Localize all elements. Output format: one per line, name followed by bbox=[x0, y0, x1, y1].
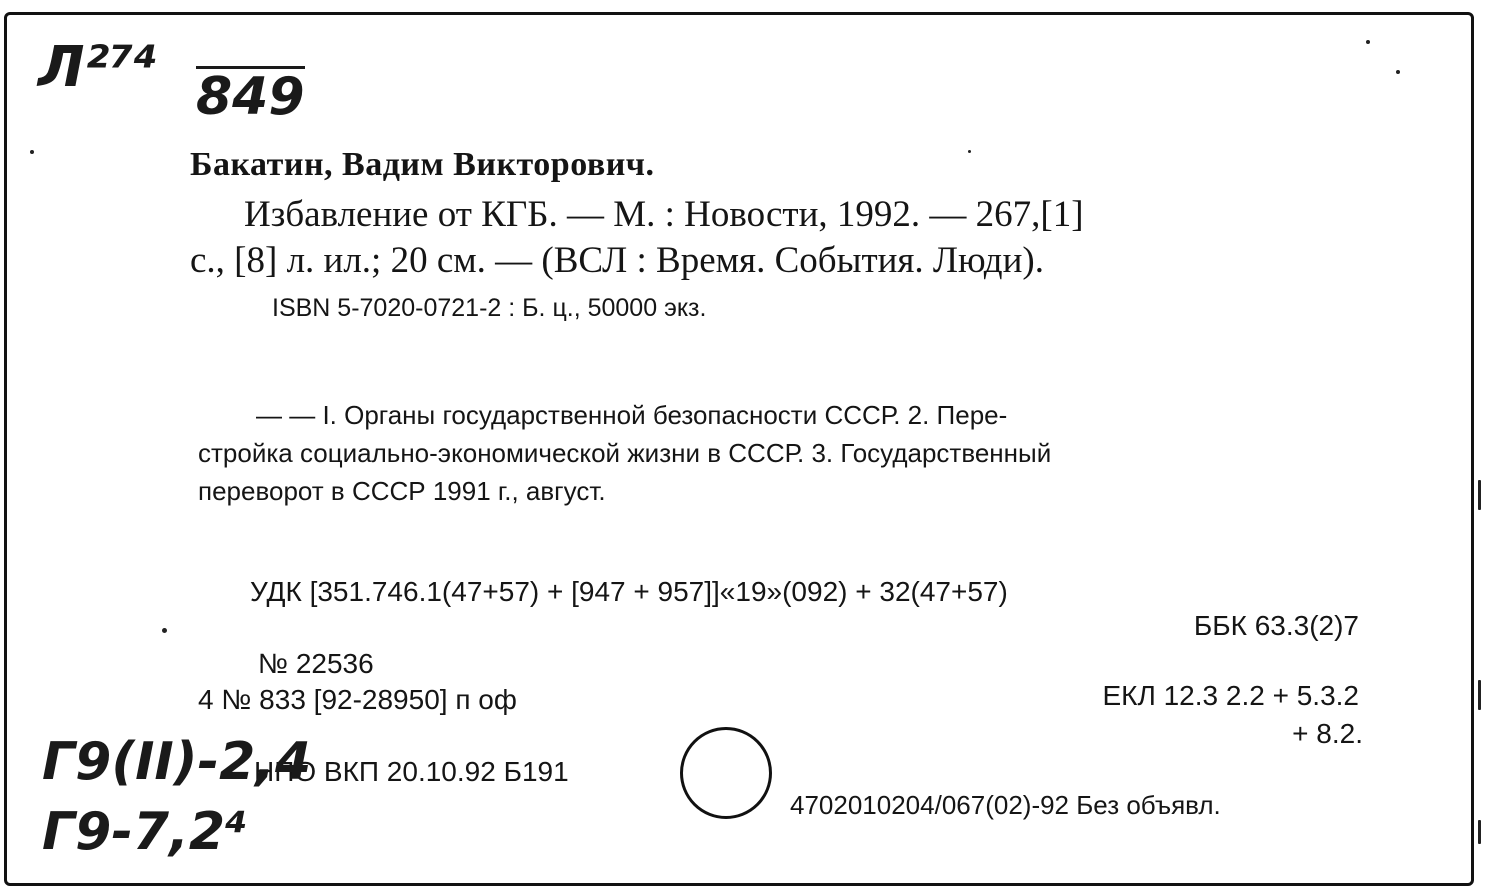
scan-speck bbox=[1396, 70, 1400, 74]
handwritten-top-code-underlined: 849 bbox=[196, 67, 305, 127]
subjects-line-1: — — I. Органы государственной безопасности СССР. 2. Пере- bbox=[256, 400, 1008, 430]
scan-speck bbox=[1478, 480, 1481, 510]
order-line: 4 № 833 [92-28950] п оф bbox=[198, 684, 517, 715]
scan-speck bbox=[162, 628, 167, 633]
subjects-line-2: стройка социально-экономической жизни в СССР. 3. Государственный bbox=[198, 438, 1052, 468]
handwritten-top-code: Л²⁷⁴ bbox=[38, 35, 159, 100]
subjects-line-3: переворот в СССР 1991 г., август. bbox=[198, 476, 606, 506]
author-heading: Бакатин, Вадим Викторович. bbox=[190, 146, 655, 183]
ekl-line-1: ЕКЛ 12.3 2.2 + 5.3.2 bbox=[1102, 680, 1359, 711]
ekl-line-2: + 8.2. bbox=[1292, 718, 1363, 749]
bbk-line: ББК 63.3(2)7 bbox=[1193, 610, 1359, 641]
handwritten-bottom-code-1: Г9(II)-2,4 bbox=[42, 732, 312, 792]
code-line: 4702010204/067(02)-92 Без объявл. bbox=[790, 790, 1221, 820]
udk-line: УДК [351.746.1(47+57) + [947 + 957]]«19»(092) + 32(47+57) bbox=[250, 576, 1008, 607]
punch-circle bbox=[680, 727, 772, 819]
scan-speck bbox=[1366, 40, 1370, 44]
title-line-1: Избавление от КГБ. — М. : Новости, 1992. — 267,[1] bbox=[244, 194, 1084, 235]
title-line-2: с., [8] л. ил.; 20 см. — (ВСЛ : Время. События. Люди). bbox=[190, 240, 1044, 281]
scan-speck bbox=[1478, 680, 1481, 710]
handwritten-bottom-code-2: Г9-7,2⁴ bbox=[42, 802, 248, 862]
scan-speck bbox=[30, 150, 34, 154]
scan-speck bbox=[1478, 820, 1481, 844]
isbn-line: ISBN 5-7020-0721-2 : Б. ц., 50000 экз. bbox=[272, 294, 707, 322]
card-number: № 22536 bbox=[258, 648, 374, 679]
scan-speck bbox=[968, 150, 971, 153]
npo-line: НПО ВКП 20.10.92 Б191 bbox=[254, 756, 569, 787]
